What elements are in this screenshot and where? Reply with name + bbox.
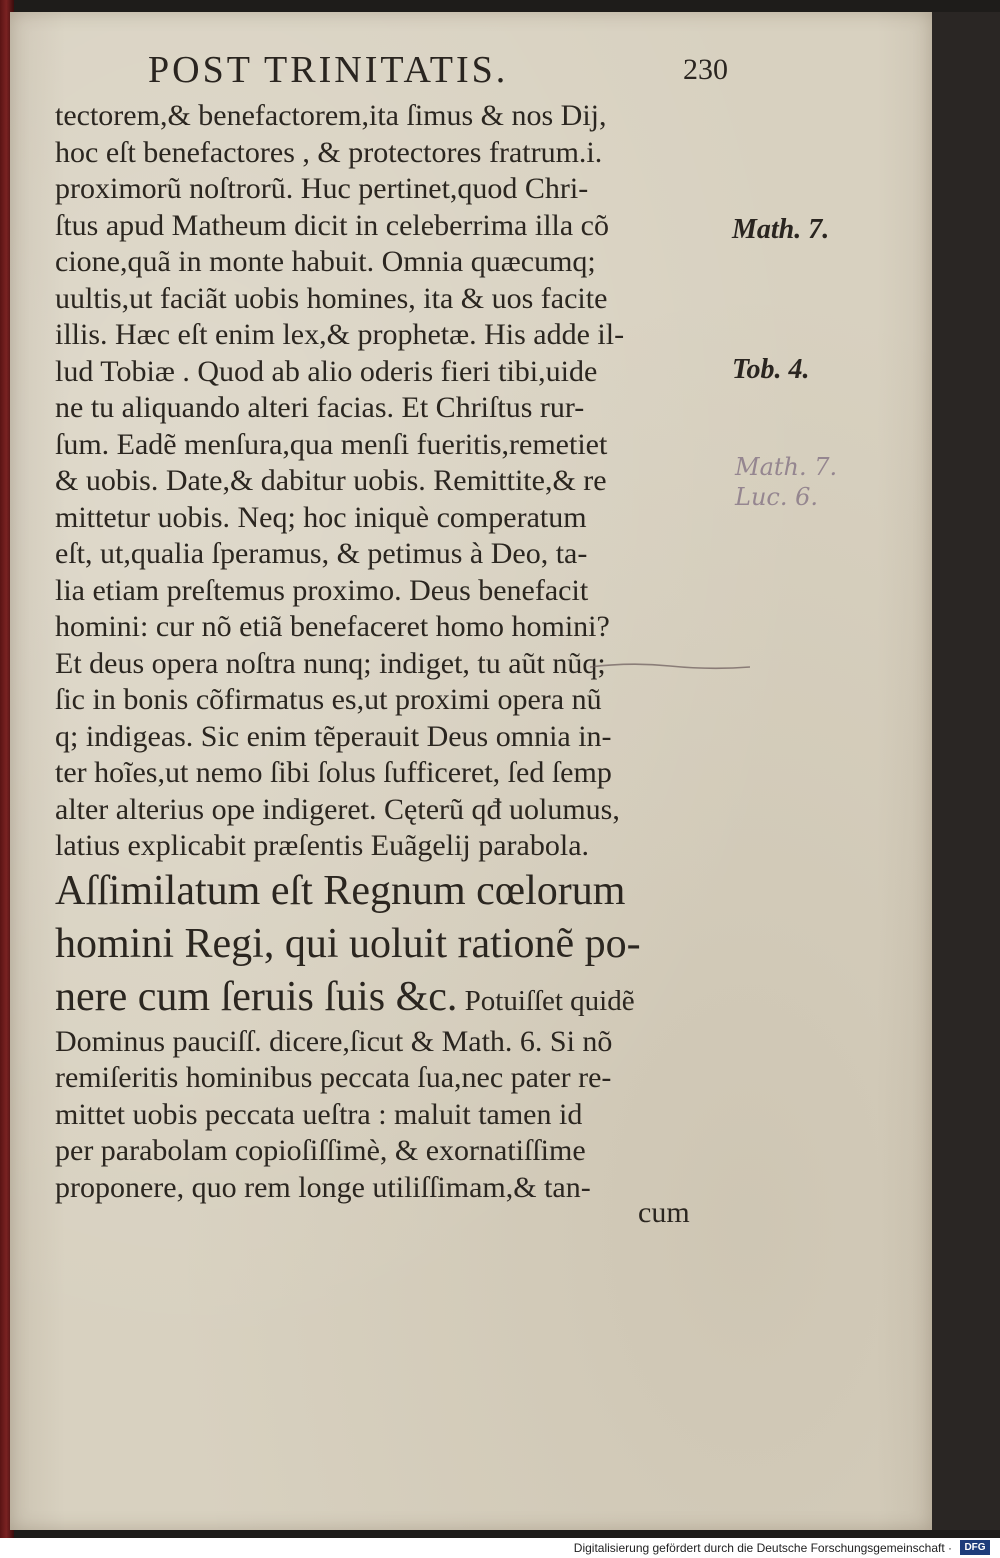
marginal-note-tob: Tob. 4. xyxy=(732,354,810,385)
pen-stroke-mark xyxy=(590,660,750,674)
gospel-quote-line: homini Regi, qui uoluit rationẽ po- xyxy=(55,920,641,967)
text-line: ſic in bonis cõfirmatus es,ut proximi opera nũ xyxy=(55,683,602,716)
text-line: & uobis. Date,& dabitur uobis. Remittite,& re xyxy=(55,464,607,497)
text-line: remiſeritis hominibus peccata ſua,nec pater re- xyxy=(55,1061,612,1094)
footer-credit: Digitalisierung gefördert durch die Deutsche Forschungsgemeinschaft · xyxy=(573,1541,952,1555)
commentary-start: Potuiſſet quidẽ xyxy=(457,984,635,1017)
text-line: ſum. Eadẽ menſura,qua menſi fueritis,remetiet xyxy=(55,427,608,461)
text-line: homini: cur nõ etiã benefaceret homo homini? xyxy=(55,610,610,643)
handwritten-note-line: Luc. 6. xyxy=(735,483,818,511)
text-line: ne tu aliquando alteri facias. Et Chriſtus rur- xyxy=(55,391,585,424)
catchword: cum xyxy=(638,1196,690,1229)
text-line: Dominus pauciſſ. dicere,ſicut & Math. 6. Si nõ xyxy=(55,1024,613,1058)
running-title: POST TRINITATIS. xyxy=(148,49,509,91)
handwritten-note xyxy=(735,452,885,522)
dfg-logo: DFG xyxy=(960,1540,990,1555)
gospel-quote-end: nere cum ſeruis ſuis &c. xyxy=(55,973,458,1020)
body-text xyxy=(55,98,720,1206)
marginal-note-math: Math. 7. xyxy=(732,214,830,245)
text-line: mittetur uobis. Neq; hoc iniquè comperatum xyxy=(55,500,587,534)
text-line: mittet uobis peccata ueſtra : maluit tamen id xyxy=(55,1097,583,1131)
text-line: tectorem,& benefactorem,ita ſimus & nos Dij, xyxy=(55,99,607,132)
text-line: Et deus opera noſtra nunq; indiget, tu aũt nũq; xyxy=(55,646,606,680)
text-line: lud Tobiæ . Quod ab alio oderis fieri tibi,uide xyxy=(55,354,598,388)
text-line: eſt, ut,qualia ſperamus, & petimus à Deo, ta- xyxy=(55,537,588,570)
text-line: ſtus apud Matheum dicit in celeberrima illa cõ xyxy=(55,208,609,242)
text-line: illis. Hæc eſt enim lex,& prophetæ. His adde il- xyxy=(55,318,625,351)
text-line: ter hoĩes,ut nemo ſibi ſolus ſufficeret, ſed ſemp xyxy=(55,756,612,789)
text-line: cione,quã in monte habuit. Omnia quæcumq; xyxy=(55,245,596,278)
handwritten-note-line: Math. 7. xyxy=(735,453,838,481)
text-line: proximorũ noſtrorũ. Huc pertinet,quod Chri- xyxy=(55,172,589,205)
text-line: proponere, quo rem longe utiliſſimam,& tan- xyxy=(55,1170,591,1204)
text-line: lia etiam preſtemus proximo. Deus benefacit xyxy=(55,573,589,607)
text-line: alter alterius ope indigeret. Cęterũ qđ uolumus, xyxy=(55,792,620,826)
gospel-quote-line-mixed xyxy=(55,971,720,1024)
text-line: q; indigeas. Sic enim tẽperauit Deus omnia in- xyxy=(55,719,612,753)
text-line: uultis,ut faciãt uobis homines, ita & uos facite xyxy=(55,281,608,315)
page-number: 230 xyxy=(683,53,728,86)
text-line: latius explicabit præſentis Euãgelij parabola. xyxy=(55,829,590,862)
scan-background xyxy=(932,12,1000,1530)
text-line: hoc eſt benefactores , & protectores fratrum.i. xyxy=(55,135,603,169)
text-line: per parabolam copioſiſſimè, & exornatiſſime xyxy=(55,1134,586,1167)
running-head xyxy=(148,50,728,90)
gospel-quote-line: Aſſimilatum eſt Regnum cœlorum xyxy=(55,867,626,914)
